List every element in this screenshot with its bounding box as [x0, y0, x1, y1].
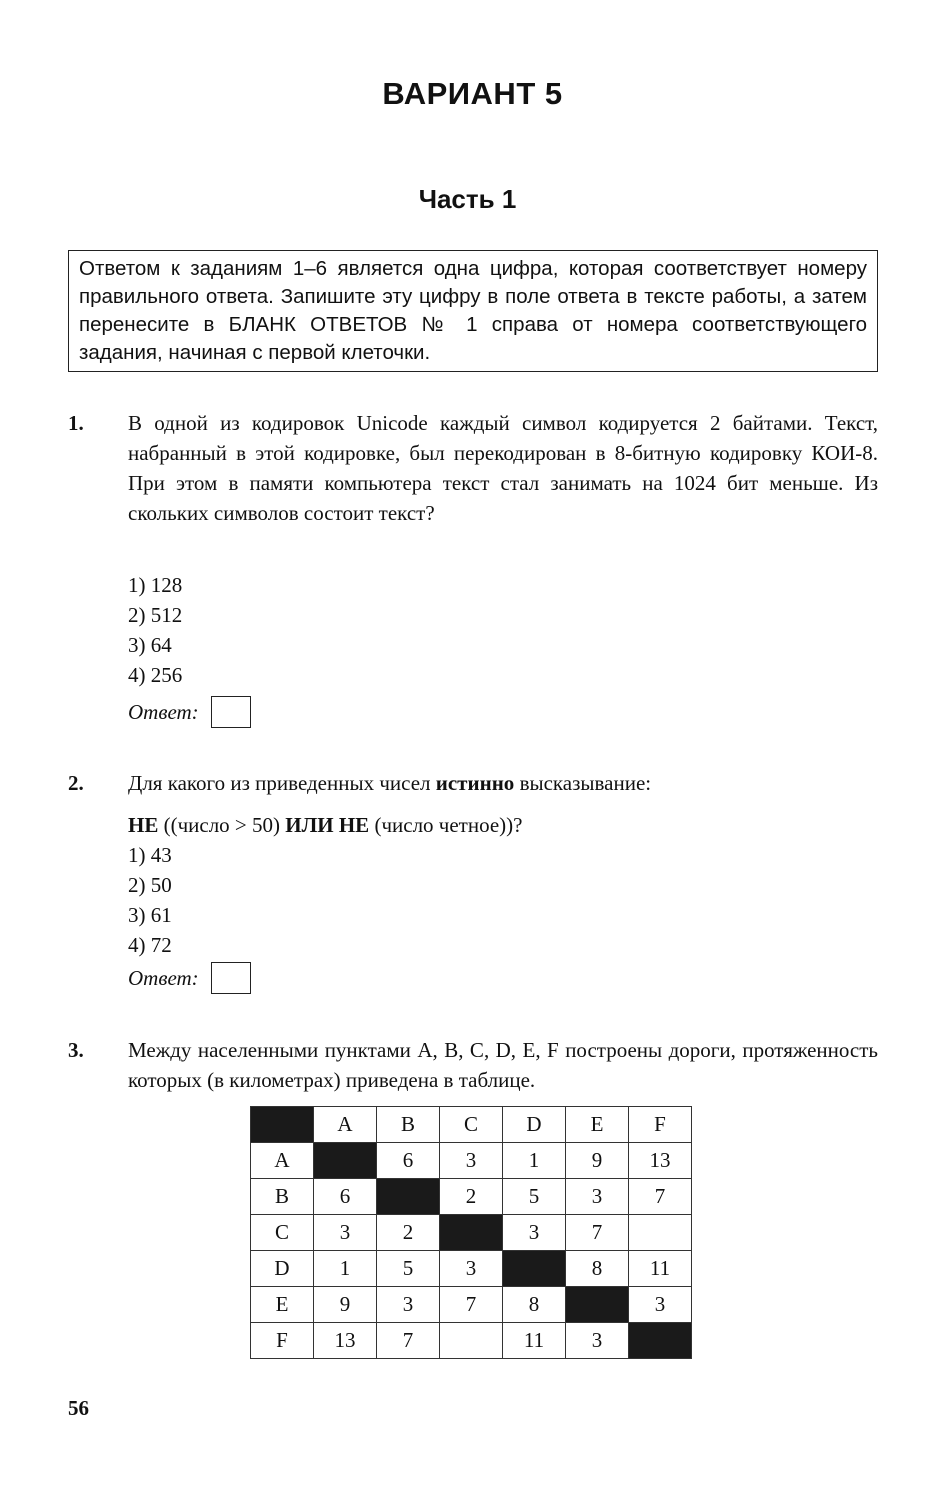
table-cell: 6 [314, 1179, 377, 1215]
option-2: 2) 512 [128, 603, 183, 627]
table-header-cell: A [314, 1107, 377, 1143]
table-row [251, 1179, 692, 1215]
question-text-bold: истинно [435, 771, 515, 795]
table-corner-cell [251, 1107, 314, 1143]
option-4: 4) 72 [128, 933, 172, 957]
table-cell: 11 [629, 1251, 692, 1287]
table-cell: 3 [440, 1143, 503, 1179]
logic-expression [128, 810, 522, 840]
question-text-part: высказывание: [514, 771, 652, 795]
option-1: 1) 128 [128, 573, 183, 597]
expr-or-not: ИЛИ НЕ [285, 813, 370, 837]
question-text-part: Для какого из приведенных чисел [128, 771, 436, 795]
answer-box[interactable] [211, 962, 251, 994]
table-cell: 11 [503, 1323, 566, 1359]
question-text [128, 768, 878, 798]
question-number: 1. [68, 411, 84, 435]
table-row-label: F [251, 1323, 314, 1359]
table-cell: 8 [566, 1251, 629, 1287]
table-row-label: C [251, 1215, 314, 1251]
option-1: 1) 43 [128, 843, 172, 867]
table-row [251, 1215, 692, 1251]
table-cell: 6 [377, 1143, 440, 1179]
option-4: 4) 256 [128, 663, 183, 687]
distance-table [250, 1106, 692, 1359]
table-cell: 9 [566, 1143, 629, 1179]
table-cell-diagonal [314, 1143, 377, 1179]
table-row [251, 1323, 692, 1359]
question-number: 2. [68, 771, 84, 795]
table-cell: 3 [503, 1215, 566, 1251]
option-3: 3) 64 [128, 633, 172, 657]
table-cell: 8 [503, 1287, 566, 1323]
table-header-row [251, 1107, 692, 1143]
question-2-options [128, 840, 172, 960]
table-row-label: D [251, 1251, 314, 1287]
table-row-label: E [251, 1287, 314, 1323]
table-header-cell: D [503, 1107, 566, 1143]
variant-title: ВАРИАНТ 5 [382, 76, 563, 111]
expr-not: НЕ [128, 813, 159, 837]
table-cell-diagonal [503, 1251, 566, 1287]
table-cell: 7 [629, 1179, 692, 1215]
table-cell-diagonal [440, 1215, 503, 1251]
question-1-options [128, 570, 182, 690]
table-row [251, 1143, 692, 1179]
table-cell: 3 [314, 1215, 377, 1251]
table-cell: 3 [566, 1323, 629, 1359]
table-cell: 13 [629, 1143, 692, 1179]
option-3: 3) 61 [128, 903, 172, 927]
table-cell-diagonal [377, 1179, 440, 1215]
answer-label: Ответ: [128, 699, 199, 724]
table-cell: 2 [440, 1179, 503, 1215]
table-cell-diagonal [566, 1287, 629, 1323]
table-row-label: A [251, 1143, 314, 1179]
table-cell: 7 [440, 1287, 503, 1323]
answer-box[interactable] [211, 696, 251, 728]
question-1-answer [128, 696, 251, 728]
table-cell: 3 [629, 1287, 692, 1323]
table-cell: 2 [377, 1215, 440, 1251]
table-cell: 9 [314, 1287, 377, 1323]
expr-part: (число четное))? [369, 813, 523, 837]
table-cell: 5 [503, 1179, 566, 1215]
table-cell [629, 1215, 692, 1251]
table-cell: 5 [377, 1251, 440, 1287]
question-text: В одной из кодировок Unicode каждый символ кодируется 2 байтами. Текст, набранный в этой кодировке, был перекодирован в 8-битную кодировку КОИ-8. При этом в памяти компьютера текст стал занимать на 1024 бит меньше. Из скольких символов состоит текст? [128, 411, 878, 525]
table-cell: 1 [314, 1251, 377, 1287]
option-2: 2) 50 [128, 873, 172, 897]
table-header-cell: F [629, 1107, 692, 1143]
table-cell: 7 [377, 1323, 440, 1359]
page-number: 56 [68, 1396, 89, 1420]
expr-part: ((число > 50) [158, 813, 286, 837]
table-cell: 13 [314, 1323, 377, 1359]
question-number: 3. [68, 1038, 84, 1062]
table-cell: 3 [440, 1251, 503, 1287]
table-header-cell: C [440, 1107, 503, 1143]
table-cell-diagonal [629, 1323, 692, 1359]
table-cell: 7 [566, 1215, 629, 1251]
table-cell: 3 [377, 1287, 440, 1323]
answer-label: Ответ: [128, 965, 199, 990]
table-cell: 3 [566, 1179, 629, 1215]
table-header-cell: E [566, 1107, 629, 1143]
question-text: Между населенными пунктами A, B, C, D, E, F построены дороги, протяженность которых (в километрах) приведена в таблице. [128, 1038, 878, 1092]
table-cell: 1 [503, 1143, 566, 1179]
table-row-label: B [251, 1179, 314, 1215]
part-title: Часть 1 [418, 184, 517, 214]
instructions-box: Ответом к заданиям 1–6 является одна цифра, которая соответствует номеру правильного ответа. Запишите эту цифру в поле ответа в тексте работы, а затем перенесите в БЛАНК ОТВЕТОВ № 1 справа от номера соответствующего задания, начиная с первой клеточки. [68, 250, 878, 372]
table-cell [440, 1323, 503, 1359]
table-row [251, 1287, 692, 1323]
table-header-cell: B [377, 1107, 440, 1143]
question-2-answer [128, 962, 251, 994]
table-row [251, 1251, 692, 1287]
